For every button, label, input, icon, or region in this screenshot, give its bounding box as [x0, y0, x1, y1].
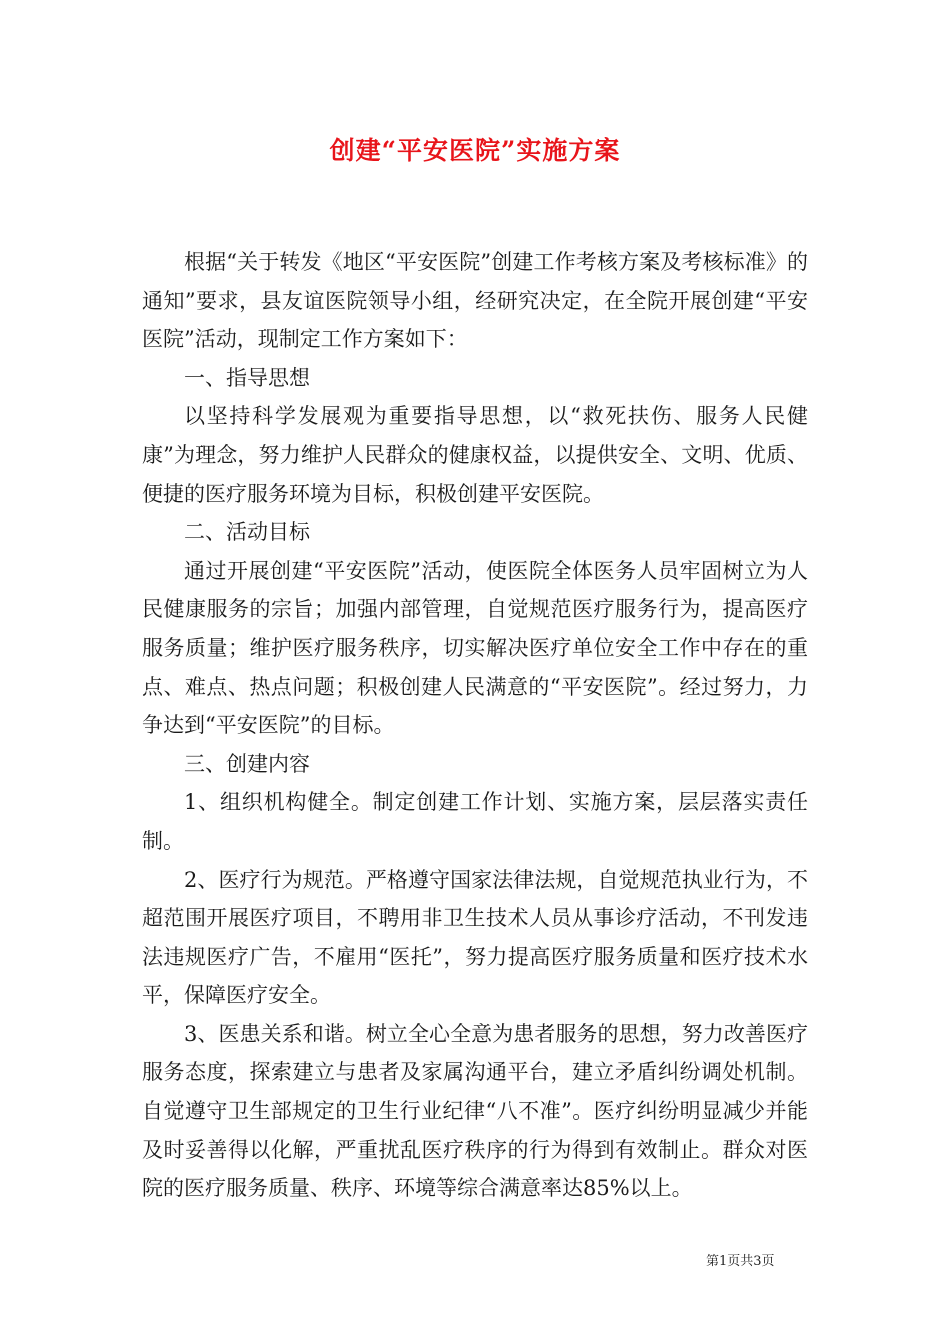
content-item-2: 2、医疗行为规范。严格遵守国家法律法规，自觉规范执业行为，不超范围开展医疗项目，不聘用非卫生技术人员从事诊疗活动，不刊发违法违规医疗广告，不雇用“医托”，努力提高医疗服务质量和医疗技术水平，保障医疗安全。	[142, 867, 808, 1008]
section-heading-creation-content: 三、创建内容	[184, 751, 310, 776]
section-heading-guiding-ideology: 一、指导思想	[184, 365, 310, 390]
content-item-3: 3、医患关系和谐。树立全心全意为患者服务的思想，努力改善医疗服务态度，探索建立与患者及家属沟通平台，建立矛盾纠纷调处机制。自觉遵守卫生部规定的卫生行业纪律“八不准”。医疗纠纷明显减少并能及时妥善得以化解，严重扰乱医疗秩序的行为得到有效制止。群众对医院的医疗服务质量、秩序、环境等综合满意率达85%以上。	[142, 1021, 808, 1201]
page-number-footer: 第1页共3页	[706, 1254, 775, 1269]
guiding-ideology-paragraph: 以坚持科学发展观为重要指导思想，以“救死扶伤、服务人民健康”为理念，努力维护人民群众的健康权益，以提供安全、文明、优质、便捷的医疗服务环境为目标，积极创建平安医院。	[142, 404, 808, 506]
content-item-1: 1、组织机构健全。制定创建工作计划、实施方案，层层落实责任制。	[142, 790, 808, 853]
activity-goals-paragraph: 通过开展创建“平安医院”活动，使医院全体医务人员牢固树立为人民健康服务的宗旨；加强内部管理，自觉规范医疗服务行为，提高医疗服务质量；维护医疗服务秩序，切实解决医疗单位安全工作中存在的重点、难点、热点问题；积极创建人民满意的“平安医院”。经过努力，力争达到“平安医院”的目标。	[142, 558, 808, 738]
section-heading-activity-goals: 二、活动目标	[184, 520, 310, 545]
document-body	[142, 243, 808, 1208]
document-title: 创建“平安医院”实施方案	[329, 136, 621, 165]
intro-paragraph: 根据“关于转发《地区“平安医院”创建工作考核方案及考核标准》的通知”要求，县友谊医院领导小组，经研究决定，在全院开展创建“平安医院”活动，现制定工作方案如下：	[142, 250, 808, 352]
